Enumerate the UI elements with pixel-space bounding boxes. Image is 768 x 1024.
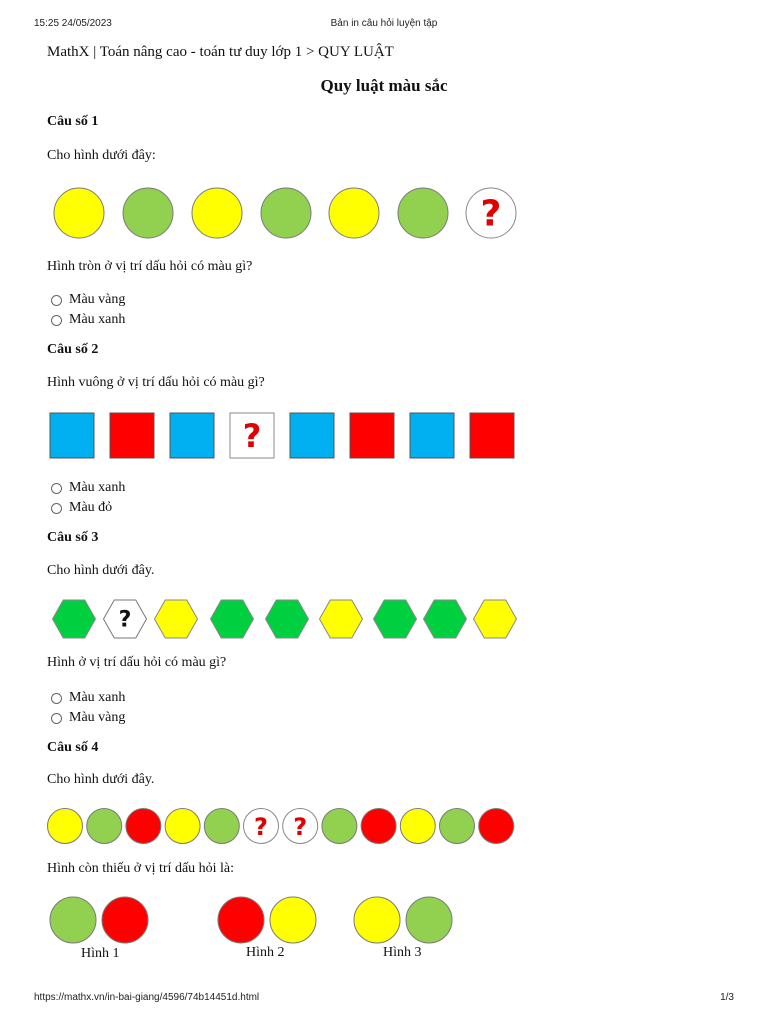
question-mark-icon: ? — [293, 813, 308, 841]
circle-green — [261, 188, 311, 238]
radio-button[interactable] — [51, 483, 62, 494]
square-blue — [290, 413, 334, 458]
question-mark-icon: ? — [254, 813, 268, 841]
choice-1-circle-green — [50, 897, 96, 943]
circle-green — [123, 188, 173, 238]
question-3-option-1[interactable] — [51, 690, 125, 706]
question-2-title: Câu số 2 — [47, 342, 99, 357]
question-1-option-2[interactable] — [51, 312, 125, 328]
circle-green — [87, 809, 122, 844]
circle-green — [440, 809, 475, 844]
question-4-answer-choices — [40, 893, 480, 949]
choice-caption-1: Hình 1 — [81, 946, 120, 961]
circle-green — [204, 809, 239, 844]
circle-green — [322, 809, 357, 844]
print-datetime: 15:25 24/05/2023 — [34, 18, 112, 29]
choice-2-circle-yellow — [270, 897, 316, 943]
print-url: https://mathx.vn/in-bai-giang/4596/74b14451d.html — [34, 992, 260, 1003]
question-mark-icon: ? — [480, 193, 502, 235]
print-title: Bản in câu hỏi luyện tập — [330, 18, 438, 29]
hexagon-green — [266, 600, 309, 638]
hexagon-green — [374, 600, 417, 638]
circle-red — [126, 809, 161, 844]
square-blue — [50, 413, 94, 458]
option-label: Màu đỏ — [69, 500, 113, 515]
question-2-option-1[interactable] — [51, 480, 125, 496]
option-label: Màu vàng — [69, 292, 126, 307]
radio-button[interactable] — [51, 503, 62, 514]
question-1-intro: Cho hình dưới đây: — [47, 148, 156, 163]
question-4-intro: Cho hình dưới đây. — [47, 772, 155, 787]
hexagon-green — [211, 600, 254, 638]
question-3-option-2[interactable] — [51, 710, 125, 726]
page-title: Quy luật màu sắc — [320, 76, 448, 95]
circle-yellow — [329, 188, 379, 238]
question-2-square-sequence — [40, 408, 530, 464]
choice-3-circle-yellow — [354, 897, 400, 943]
square-red — [350, 413, 394, 458]
square-blue — [170, 413, 214, 458]
radio-button[interactable] — [51, 295, 62, 306]
circle-green — [398, 188, 448, 238]
circle-yellow — [54, 188, 104, 238]
question-1-circle-sequence — [40, 182, 530, 244]
option-label: Màu vàng — [69, 710, 126, 725]
choice-caption-3: Hình 3 — [383, 945, 422, 960]
question-3-intro: Cho hình dưới đây. — [47, 563, 155, 578]
question-1-option-1[interactable] — [51, 292, 125, 308]
choice-3-circle-green — [406, 897, 452, 943]
breadcrumb: MathX | Toán nâng cao - toán tư duy lớp 1 > QUY LUẬT — [47, 44, 394, 60]
question-3-title: Câu số 3 — [47, 530, 99, 545]
circle-red — [361, 809, 396, 844]
option-label: Màu xanh — [69, 312, 126, 327]
question-3-hexagon-sequence — [40, 596, 530, 642]
question-4-prompt: Hình còn thiếu ở vị trí dấu hỏi là: — [47, 861, 235, 876]
circle-red — [479, 809, 514, 844]
choice-2-circle-red — [218, 897, 264, 943]
circle-yellow — [400, 809, 435, 844]
question-2-option-2[interactable] — [51, 500, 112, 516]
circle-yellow — [48, 809, 83, 844]
choice-caption-2: Hình 2 — [246, 945, 285, 960]
hexagon-yellow — [155, 600, 198, 638]
question-mark-icon: ? — [242, 417, 262, 455]
radio-button[interactable] — [51, 693, 62, 704]
choice-1-circle-red — [102, 897, 148, 943]
square-red — [110, 413, 154, 458]
option-label: Màu xanh — [69, 480, 126, 495]
radio-button[interactable] — [51, 713, 62, 724]
hexagon-yellow — [320, 600, 363, 638]
square-red — [470, 413, 514, 458]
question-1-title: Câu số 1 — [47, 114, 99, 129]
question-mark-icon: ? — [118, 607, 132, 633]
circle-yellow — [192, 188, 242, 238]
question-1-prompt: Hình tròn ở vị trí dấu hỏi có màu gì? — [47, 259, 253, 274]
question-2-prompt: Hình vuông ở vị trí dấu hỏi có màu gì? — [47, 375, 265, 390]
page-number: 1/3 — [720, 992, 734, 1003]
question-4-circle-sequence — [40, 804, 530, 848]
question-3-prompt: Hình ở vị trí dấu hỏi có màu gì? — [47, 655, 227, 670]
hexagon-green — [53, 600, 96, 638]
circle-yellow — [165, 809, 200, 844]
question-4-title: Câu số 4 — [47, 740, 99, 755]
radio-button[interactable] — [51, 315, 62, 326]
hexagon-yellow — [474, 600, 517, 638]
option-label: Màu xanh — [69, 690, 126, 705]
hexagon-green — [424, 600, 467, 638]
square-blue — [410, 413, 454, 458]
